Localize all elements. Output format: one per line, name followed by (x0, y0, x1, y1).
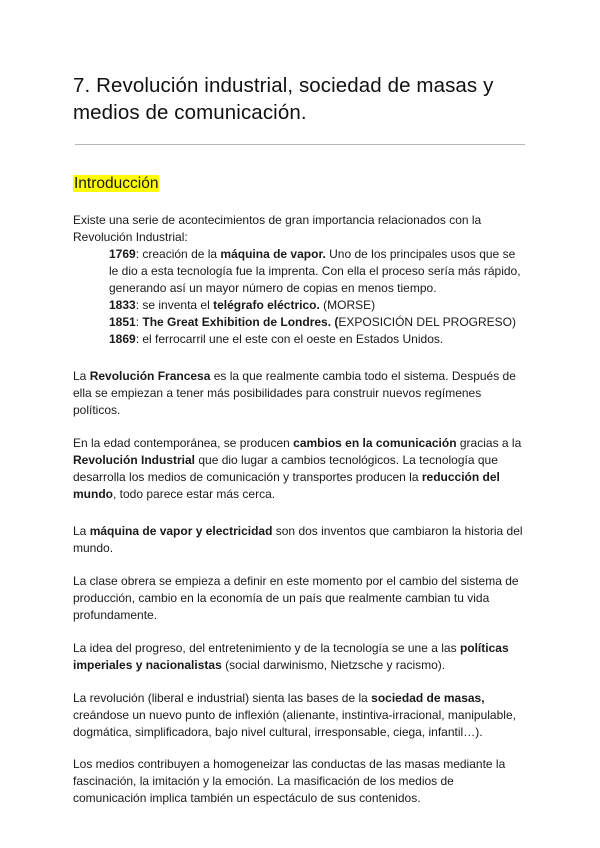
text-run: La clase obrera se empieza a definir en este momento por el cambio del sistema de producción, cambio en la economía de un país que realmente cambian tu vida profundamente. (73, 574, 519, 622)
section-heading (73, 174, 525, 194)
bold-run: reducción del mundo (73, 470, 500, 501)
list-item (109, 331, 525, 348)
text-run: La revolución (liberal e industrial) sienta las bases de la (73, 691, 372, 705)
text-run: En la edad contemporánea, se producen (73, 436, 294, 450)
event-year: 1769 (109, 247, 136, 261)
paragraph-edad-contemporanea (73, 435, 525, 503)
text-run: Los medios contribuyen a homogeneizar las conductas de las masas mediante la fascinación, la imitación y la emoción. La masificación de los medios de comunicación implica también un espectáculo de sus contenidos. (73, 757, 506, 805)
bold-run: políticas imperiales y nacionalistas (73, 641, 509, 672)
section-heading-text: Introducción (74, 175, 159, 192)
page-title: 7. Revolución industrial, sociedad de masas y medios de comunicación. (73, 74, 494, 124)
event-text: EXPOSICIÓN DEL PROGRESO) (338, 315, 516, 329)
bold-run: máquina de vapor y electricidad (89, 524, 273, 538)
event-year: 1869 (109, 332, 136, 346)
text-run: La idea del progreso, del entretenimiento y de la tecnología se une a las (73, 641, 460, 655)
events-list (109, 246, 525, 348)
event-highlight: The Great Exhibition de Londres. ( (142, 315, 339, 329)
event-text: Uno de los principales usos que se le dio a esta tecnología fue la imprenta. Con ella el proceso sería más rápido, generando así un mayor número de copias en menos tiempo. (109, 247, 521, 295)
text-run: que dio lugar a cambios tecnológicos. La tecnología que desarrolla los medios de comunicación y transportes producen la (73, 453, 498, 484)
paragraph-revolucion-francesa (73, 368, 525, 419)
event-text: : se inventa el (135, 298, 214, 312)
text-run: es la que realmente cambia todo el sistema. Después de ella se empiezan a tener más posibilidades para construir nuevos regímenes políticos. (73, 369, 516, 417)
paragraph-medios (73, 756, 525, 807)
list-item (109, 314, 525, 331)
text-run: La (73, 524, 90, 538)
text-run: creándose un nuevo punto de inflexión (alienante, instintiva-irracional, manipulable, dogmática, simplificadora, bajo nivel cultural, irresponsable, ciega, infantil…). (73, 708, 516, 739)
event-year: 1833 (109, 298, 136, 312)
event-text: : el ferrocarril une el este con el oeste en Estados Unidos. (135, 332, 444, 346)
text-run: (social darwinismo, Nietzsche y racismo). (221, 658, 446, 672)
bold-run: Revolución Industrial (73, 453, 196, 467)
text-run: gracias a la (456, 436, 522, 450)
bold-run: sociedad de masas, (371, 691, 485, 705)
event-year: 1851 (109, 315, 136, 329)
bold-run: cambios en la comunicación (293, 436, 457, 450)
horizontal-divider (75, 144, 525, 145)
document-page (73, 0, 525, 807)
paragraph-idea-progreso (73, 640, 525, 674)
paragraph-sociedad-masas (73, 690, 525, 741)
text-run: son dos inventos que cambiaron la historia del mundo. (73, 524, 523, 555)
event-highlight: máquina de vapor. (220, 247, 326, 261)
event-text: (MORSE) (319, 298, 376, 312)
bold-run: Revolución Francesa (89, 369, 211, 383)
text-run: La (73, 369, 90, 383)
list-item (109, 297, 525, 314)
text-run: , todo parece estar más cerca. (113, 487, 276, 501)
event-text: : creación de la (135, 247, 221, 261)
paragraph-clase-obrera (73, 573, 525, 624)
paragraph-maquina-vapor (73, 523, 525, 557)
list-item (109, 246, 525, 297)
event-highlight: telégrafo eléctrico. (213, 298, 320, 312)
event-text: : (135, 315, 143, 329)
intro-paragraph: Existe una serie de acontecimientos de gran importancia relacionados con la Revolución Industrial: (73, 213, 482, 244)
